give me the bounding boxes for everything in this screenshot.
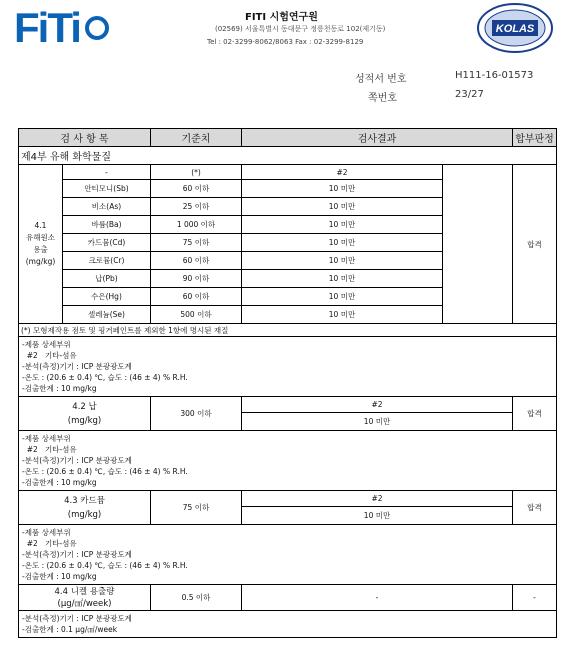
- cadmium-notes: -제품 상세부위 #2 기타-섬유 -분석(측정)기기 : ICP 분광광도계 -온도 : (20.6 ± 0.4) ℃, 습도 : (46 ± 4) % R.H. -검출한계 : 10 mg/kg: [19, 525, 557, 585]
- lead-result-header: #2: [242, 397, 513, 413]
- element-cell: 셀레늄(Se): [63, 306, 151, 324]
- result-cell: 10 미만: [242, 198, 443, 216]
- standard-cell: 75 이하: [151, 234, 242, 252]
- nickel-label: 4.4 니켈 용출량 (μg/㎠/week): [19, 585, 151, 611]
- result-cell: 10 미만: [242, 252, 443, 270]
- spacer-cell: [443, 216, 513, 234]
- cadmium-standard: 75 이하: [151, 491, 242, 525]
- element-cell: 카드뮴(Cd): [63, 234, 151, 252]
- cadmium-result-header: #2: [242, 491, 513, 507]
- standard-header: (*): [151, 165, 242, 180]
- standard-cell: 90 이하: [151, 270, 242, 288]
- spacer-cell: [443, 252, 513, 270]
- section-title: 제4부 유해 화학물질: [19, 147, 557, 165]
- cadmium-label: 4.3 카드뮴 (mg/kg): [19, 491, 151, 525]
- standard-cell: 60 이하: [151, 252, 242, 270]
- result-cell: 10 미만: [242, 288, 443, 306]
- spacer-cell: [443, 288, 513, 306]
- svg-text:FiTi: FiTi: [14, 4, 80, 48]
- heavy-metals-footnote: (*) 모형제작용 점토 및 핑거페인트를 제외한 1항에 명시된 재질: [19, 324, 557, 337]
- nickel-standard: 0.5 이하: [151, 585, 242, 611]
- element-cell: 바륨(Ba): [63, 216, 151, 234]
- spacer-cell: [443, 180, 513, 198]
- page-label: 쪽번호: [368, 93, 397, 104]
- col-judgment: 합부판정: [513, 129, 557, 147]
- standard-cell: 500 이하: [151, 306, 242, 324]
- result-cell: 10 미만: [242, 234, 443, 252]
- lead-notes: -제품 상세부위 #2 기타-섬유 -분석(측정)기기 : ICP 분광광도계 -온도 : (20.6 ± 0.4) ℃, 습도 : (46 ± 4) % R.H. -검출한계 : 10 mg/kg: [19, 431, 557, 491]
- lead-label: 4.2 납 (mg/kg): [19, 397, 151, 431]
- result-header: #2: [242, 165, 443, 180]
- lead-result: 10 미만: [242, 413, 513, 431]
- result-cell: 10 미만: [242, 270, 443, 288]
- element-cell: 크로뮴(Cr): [63, 252, 151, 270]
- col-standard: 기준치: [151, 129, 242, 147]
- result-cell: 10 미만: [242, 180, 443, 198]
- standard-cell: 1 000 이하: [151, 216, 242, 234]
- element-cell: 비소(As): [63, 198, 151, 216]
- cadmium-result: 10 미만: [242, 507, 513, 525]
- report-no-label: 성적서 번호: [355, 74, 407, 85]
- test-results-table: [18, 128, 557, 638]
- spacer-cell: [443, 234, 513, 252]
- org-phone-fax: Tel : 02-3299-8062/8063 Fax : 02-3299-8129: [207, 38, 364, 46]
- col-item: 검 사 항 목: [19, 129, 151, 147]
- page-number: 23/27: [455, 89, 484, 100]
- standard-cell: 60 이하: [151, 180, 242, 198]
- org-address: (02569) 서울특별시 동대문구 정릉천동로 102(제기동): [215, 25, 386, 33]
- col-result: 검사결과: [242, 129, 513, 147]
- result-cell: 10 미만: [242, 306, 443, 324]
- org-name: FITI 시험연구원: [245, 12, 318, 23]
- element-cell: 안티모니(Sb): [63, 180, 151, 198]
- heavy-metals-notes: -제품 상세부위 #2 기타-섬유 -분석(측정)기기 : ICP 분광광도계 -온도 : (20.6 ± 0.4) ℃, 습도 : (46 ± 4) % R.H. -검출한계 : 10 mg/kg: [19, 337, 557, 397]
- spacer-cell: [443, 165, 513, 180]
- lead-standard: 300 이하: [151, 397, 242, 431]
- element-cell: 납(Pb): [63, 270, 151, 288]
- spacer-cell: [443, 270, 513, 288]
- spacer-cell: [443, 306, 513, 324]
- standard-cell: 60 이하: [151, 288, 242, 306]
- nickel-notes: -분석(측정)기기 : ICP 분광광도계 -검출한계 : 0.1 μg/㎠/week: [19, 611, 557, 638]
- lead-judgment: 합격: [513, 397, 557, 431]
- heavy-metals-judgment: 합격: [513, 165, 557, 324]
- heavy-metals-label: 4.1 유해원소 용출 (mg/kg): [19, 165, 63, 324]
- standard-cell: 25 이하: [151, 198, 242, 216]
- kolas-badge: [476, 2, 554, 54]
- fiti-logo: [14, 4, 112, 48]
- kolas-text: KOLAS: [495, 23, 535, 35]
- element-cell: 수은(Hg): [63, 288, 151, 306]
- element-header: -: [63, 165, 151, 180]
- report-no: H111-16-01573: [455, 70, 534, 81]
- result-cell: 10 미만: [242, 216, 443, 234]
- spacer-cell: [443, 198, 513, 216]
- nickel-result: -: [242, 585, 513, 611]
- nickel-judgment: -: [513, 585, 557, 611]
- cadmium-judgment: 합격: [513, 491, 557, 525]
